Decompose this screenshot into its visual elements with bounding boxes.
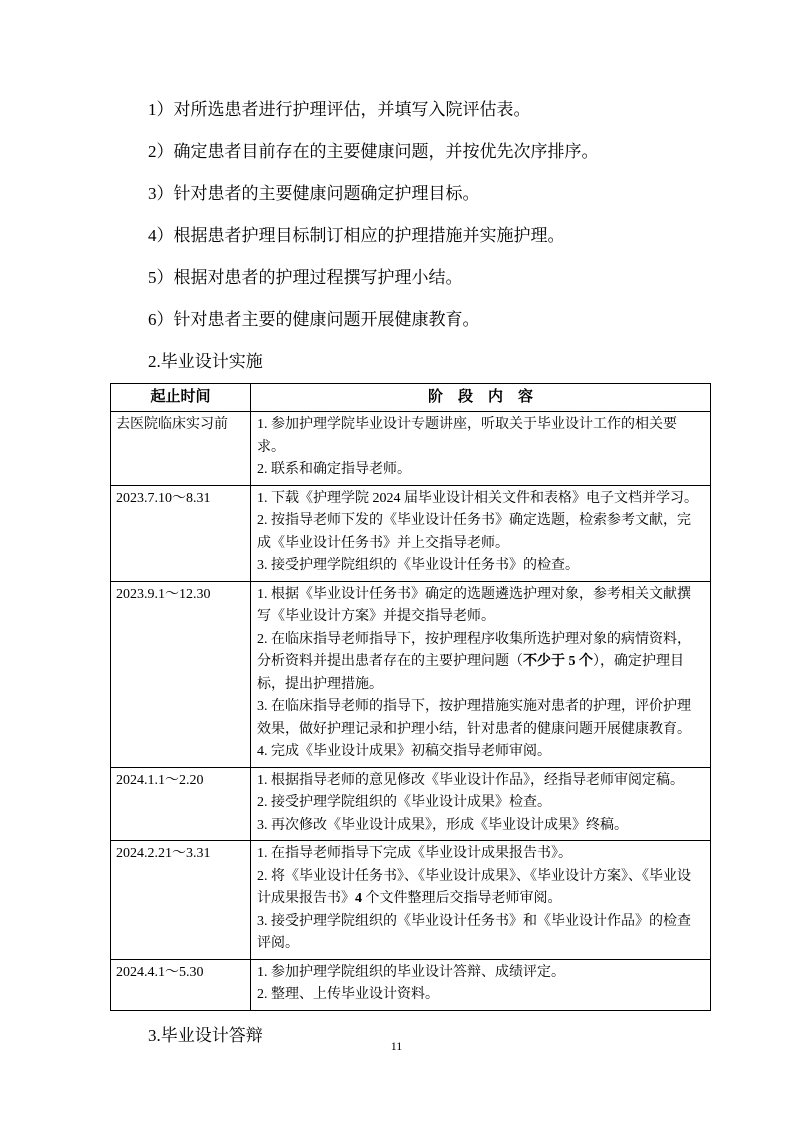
content-line: 2. 将《毕业设计任务书》、《毕业设计成果》、《毕业设计方案》、《毕业设计成果报告书》4 个文件整理后交指导老师审阅。	[257, 868, 691, 906]
content-cell	[251, 581, 711, 767]
content-line: 1. 根据《毕业设计任务书》确定的选题遴选护理对象，参考相关文献撰写《毕业设计方案》并提交指导老师。	[257, 586, 691, 624]
table-row	[111, 767, 711, 841]
page-content	[110, 99, 711, 1047]
content-line: 3. 再次修改《毕业设计成果》，形成《毕业设计成果》终稿。	[257, 817, 628, 833]
list-item: 4）根据患者护理目标制订相应的护理措施并实施护理。	[148, 226, 565, 245]
header-stage-content: 阶 段 内 容	[251, 384, 711, 412]
time-cell: 去医院临床实习前	[111, 412, 251, 486]
section-title-implementation: 2.毕业设计实施	[148, 352, 263, 371]
time-cell: 2024.1.1～2.20	[111, 767, 251, 841]
table-row	[111, 485, 711, 581]
content-line: 3. 接受护理学院组织的《毕业设计任务书》和《毕业设计作品》的检查评阅。	[257, 913, 691, 951]
content-line: 2. 在临床指导老师指导下，按护理程序收集所选护理对象的病情资料，分析资料并提出患者存在的主要护理问题（不少于 5 个），确定护理目标，提出护理措施。	[257, 631, 691, 692]
schedule-table	[110, 383, 711, 1011]
header-time: 起止时间	[111, 384, 251, 412]
content-line: 4. 完成《毕业设计成果》初稿交指导老师审阅。	[257, 744, 551, 759]
procedure-list	[110, 99, 711, 331]
table-row	[111, 581, 711, 767]
list-item: 5）根据对患者的护理过程撰写护理小结。	[148, 268, 463, 287]
list-item: 2）确定患者目前存在的主要健康问题，并按优先次序排序。	[148, 142, 599, 161]
content-line: 1. 在指导老师指导下完成《毕业设计成果报告书》。	[257, 846, 572, 861]
content-line: 1. 参加护理学院毕业设计专题讲座，听取关于毕业设计工作的相关要求。	[257, 417, 677, 455]
table-row	[111, 959, 711, 1010]
time-cell: 2024.2.21～3.31	[111, 841, 251, 960]
content-cell	[251, 959, 711, 1010]
content-cell	[251, 767, 711, 841]
content-cell	[251, 485, 711, 581]
list-item: 6）针对患者主要的健康问题开展健康教育。	[148, 310, 480, 329]
list-item: 3）针对患者的主要健康问题确定护理目标。	[148, 184, 480, 203]
content-line: 1. 下载《护理学院 2024 届毕业设计相关文件和表格》电子文档并学习。	[257, 490, 698, 506]
content-line: 1. 参加护理学院组织的毕业设计答辩、成绩评定。	[257, 964, 565, 980]
table-row	[111, 841, 711, 960]
schedule-table-header-row	[111, 384, 711, 412]
content-line: 2. 按指导老师下发的《毕业设计任务书》确定选题，检索参考文献，完成《毕业设计任务书》并上交指导老师。	[257, 513, 691, 551]
page-number: 11	[390, 1039, 403, 1053]
time-cell: 2023.9.1～12.30	[111, 581, 251, 767]
content-cell	[251, 412, 711, 486]
time-cell: 2024.4.1～5.30	[111, 959, 251, 1010]
content-line: 2. 整理、上传毕业设计资料。	[257, 987, 439, 1002]
list-item: 1）对所选患者进行护理评估，并填写入院评估表。	[148, 100, 531, 119]
content-line: 2. 接受护理学院组织的《毕业设计成果》检查。	[257, 795, 551, 810]
content-line: 2. 联系和确定指导老师。	[257, 462, 411, 477]
content-line: 3. 接受护理学院组织的《毕业设计任务书》的检查。	[257, 558, 579, 573]
content-line: 1. 根据指导老师的意见修改《毕业设计作品》，经指导老师审阅定稿。	[257, 772, 684, 788]
content-line: 3. 在临床指导老师的指导下，按护理措施实施对患者的护理，评价护理效果，做好护理记录和护理小结，针对患者的健康问题开展健康教育。	[257, 699, 691, 737]
section-title-defense: 3.毕业设计答辩	[148, 1025, 263, 1045]
time-cell: 2023.7.10～8.31	[111, 485, 251, 581]
content-cell	[251, 841, 711, 960]
schedule-table-body	[111, 412, 711, 1011]
table-row	[111, 412, 711, 486]
